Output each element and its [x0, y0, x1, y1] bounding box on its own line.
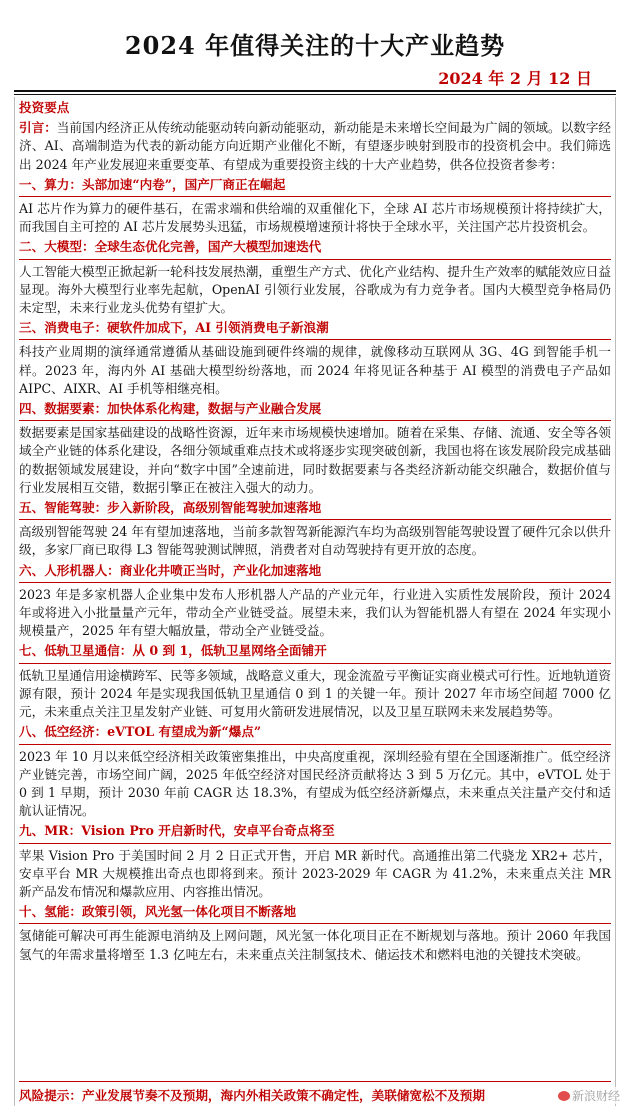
section-heading: 二、大模型：全球生态优化完善，国产大模型加速迭代	[19, 238, 611, 259]
section-label-investment: 投资要点	[19, 100, 70, 115]
trend-section-5	[19, 499, 611, 560]
section-heading: 四、数据要素：加快体系化构建，数据与产业融合发展	[19, 400, 611, 421]
trend-section-8	[19, 723, 611, 820]
watermark-text: 新浪财经	[571, 1089, 620, 1103]
section-body: 数据要素是国家基础建设的战略性资源，近年来市场规模快速增加。随着在采集、存储、流通、安全等各领域全产业链的体系化建设，各细分领域重难点技术或将逐步实现突破创新，我国也将在该发展阶段完成基础的数据领域发展建设，并向“数字中国”全速前进，同时数据要素与各类经济新动能交织融合，数据价值与行业发展相互交错，数据引擎正在被注入强大的动力。	[19, 425, 611, 495]
trend-section-3	[19, 319, 611, 398]
intro-text: 当前国内经济正从传统动能驱动转向新动能驱动，新动能是未来增长空间最为广阔的领域。以数字经济、AI、高端制造为代表的新动能方向近期产业催化不断，有望逐步映射到股市的投资机会中。我们筛选出 2024 年产业发展迎来重要变革、有望成为重要投资主线的十大产业趋势，供各位投资者参考：	[19, 120, 612, 172]
section-body: 2023 年 10 月以来低空经济相关政策密集推出，中央高度重视，深圳经验有望在全国逐渐推广。低空经济产业链完善，市场空间广阔，2025 年低空经济对国民经济贡献将达 3 到 5 万亿元。其中，eVTOL 处于 0 到 1 早期，预计 2030 年前 CAGR 达 18.3%，有望成为低空经济新爆点，未来重点关注量产交付和适航认证情况。	[19, 748, 611, 819]
section-body: 科技产业周期的演绎通常遵循从基础设施到硬件终端的规律，就像移动互联网从 3G、4G 到智能手机一样。2023 年，海内外 AI 基础大模型纷纷落地，而 2024 年将见证各种基于 AI 模型的消费电子产品如 AIPC、AIXR、AI 手机等相继亮相。	[19, 344, 611, 396]
section-heading: 一、算力：头部加速“内卷”，国产厂商正在崛起	[19, 176, 611, 197]
section-body: 氢储能可解决可再生能源电消纳及上网问题，风光氢一体化项目正在不断规划与落地。预计 2060 年我国氢气的年需求量将增至 1.3 亿吨左右，未来重点关注制氢技术、储运技术和燃料电池的关键技术突破。	[19, 928, 611, 962]
section-heading: 九、MR：Vision Pro 开启新时代，安卓平台奇点将至	[19, 822, 611, 843]
section-body: 人工智能大模型正掀起新一轮科技发展热潮，重塑生产方式、优化产业结构、提升生产效率的赋能效应日益显现。海外大模型行业率先起航，OpenAI 引领行业发展，谷歌成为有力竞争者。国内大模型竞争格局仍未定型，未来行业龙头优势有望扩大。	[19, 263, 611, 316]
report-content	[19, 98, 611, 964]
section-heading: 十、氢能：政策引领，风光氢一体化项目不断落地	[19, 903, 611, 924]
trend-section-1	[19, 176, 611, 237]
section-heading: 六、人形机器人：商业化井喷正当时，产业化加速落地	[19, 562, 611, 583]
risk-warning: 风险提示：产业发展节奏不及预期，海内外相关政策不确定性，美联储宽松不及预期	[19, 1081, 611, 1104]
header-rule-thin	[14, 94, 616, 95]
intro-paragraph	[19, 119, 611, 174]
section-body: AI 芯片作为算力的硬件基石，在需求端和供给端的双重催化下，全球 AI 芯片市场规模预计将持续扩大，而我国自主可控的 AI 芯片发展势头迅猛，市场规模增速预计将快于全球水平，关注国产芯片投资机会。	[19, 201, 611, 235]
section-heading: 八、低空经济：eVTOL 有望成为新“爆点”	[19, 723, 611, 744]
section-body: 低轨卫星通信用途横跨军、民等多领域，战略意义重大，现金流盈亏平衡证实商业模式可行性。近地轨道资源有限，预计 2024 年是实现我国低轨卫星通信 0 到 1 的关键一年。预计 2027 年市场空间超 7000 亿元，未来重点关注卫星发射产业链、可复用火箭研发进展情况，以及卫星互联网未来发展趋势等。	[19, 667, 611, 720]
section-heading: 三、消费电子：硬软件加成下，AI 引领消费电子新浪潮	[19, 319, 611, 340]
section-heading: 七、低轨卫星通信：从 0 到 1，低轨卫星网络全面铺开	[19, 642, 611, 663]
section-body: 2023 年是多家机器人企业集中发布人形机器人产品的产业元年，行业进入实质性发展阶段，预计 2024 年或将进入小批量量产元年，带动全产业链受益。展望未来，我们认为智能机器人有望在 2024 年实现小规模量产，2025 年有望大幅放量，带动全产业链受益。	[19, 586, 611, 639]
trend-section-10	[19, 903, 611, 964]
header-rule-thick	[14, 90, 616, 92]
intro-label: 引言：	[19, 120, 57, 136]
report-date: 2024 年 2 月 12 日	[438, 69, 592, 88]
trend-section-2	[19, 238, 611, 317]
section-body: 苹果 Vision Pro 于美国时间 2 月 2 日正式开售，开启 MR 新时代。高通推出第二代骁龙 XR2+ 芯片，安卓平台 MR 大规模推出奇点也即将到来。预计 2023-2029 年 CAGR 为 41.2%，未来重点关注 MR 新产品发布情况和爆款应用、内容推出情况。	[19, 847, 611, 899]
trend-section-9	[19, 822, 611, 901]
report-title: 2024 年值得关注的十大产业趋势	[124, 31, 506, 60]
watermark	[556, 1087, 622, 1104]
section-heading: 五、智能驾驶：步入新阶段，高级别智能驾驶加速落地	[19, 499, 611, 520]
trend-section-7	[19, 642, 611, 721]
weibo-icon	[558, 1091, 570, 1101]
trend-section-6	[19, 562, 611, 641]
trend-section-4	[19, 400, 611, 497]
section-body: 高级别智能驾驶 24 年有望加速落地，当前多款智驾新能源汽车均为高级别智能驾驶设置了硬件冗余以供升级，多家厂商已取得 L3 智能驾驶测试牌照，消费者对自动驾驶持有更开放的态度。	[19, 524, 611, 558]
